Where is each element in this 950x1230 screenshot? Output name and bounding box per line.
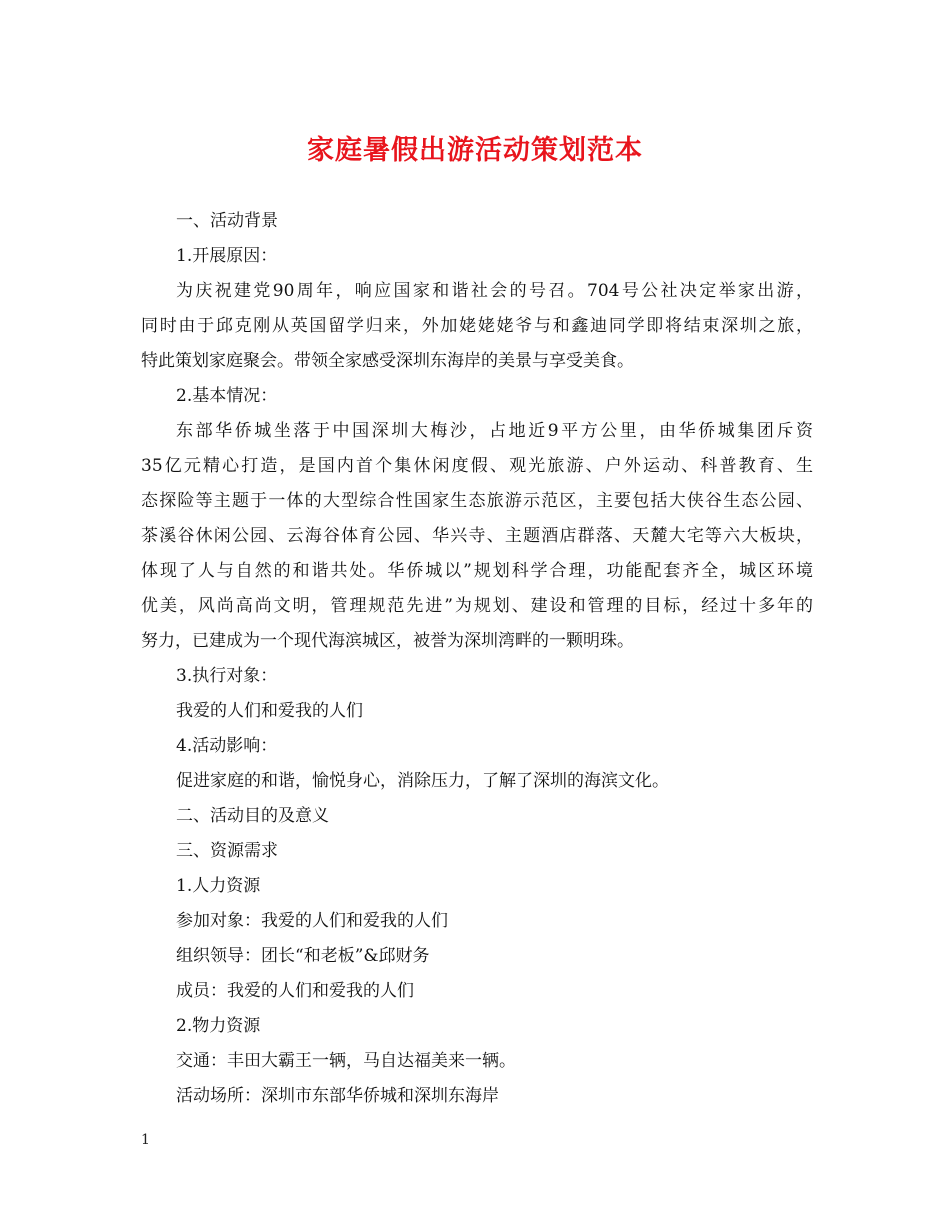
paragraph-line: 东部华侨城坐落于中国深圳大梅沙，占地近9平方公里，由华侨城集团斥资 xyxy=(176,421,813,441)
section-heading-background: 一、活动背景 xyxy=(176,211,278,231)
paragraph-line: 为庆祝建党90周年，响应国家和谐社会的号召。704号公社决定举家出游， xyxy=(176,281,813,301)
paragraph-line: 态探险等主题于一体的大型综合性国家生态旅游示范区，主要包括大侠谷生态公园、 xyxy=(141,491,813,511)
subheading-impact: 4.活动影响： xyxy=(176,736,278,756)
subheading-reason: 1.开展原因： xyxy=(176,246,278,266)
subheading-target: 3.执行对象： xyxy=(176,666,278,686)
subheading-basic-info: 2.基本情况： xyxy=(176,386,278,406)
section-heading-resources: 三、资源需求 xyxy=(176,841,278,861)
paragraph-line: 我爱的人们和爱我的人们 xyxy=(176,701,363,721)
page-number: 1 xyxy=(141,1132,150,1148)
subheading-material-resources: 2.物力资源 xyxy=(176,1016,261,1036)
document-title: 家庭暑假出游活动策划范本 xyxy=(307,135,643,166)
paragraph-line: 活动场所：深圳市东部华侨城和深圳东海岸 xyxy=(176,1086,499,1106)
paragraph-line: 成员：我爱的人们和爱我的人们 xyxy=(176,981,414,1001)
paragraph-line: 促进家庭的和谐，愉悦身心，消除压力，了解了深圳的海滨文化。 xyxy=(176,771,669,791)
subheading-human-resources: 1.人力资源 xyxy=(176,876,261,896)
paragraph-line: 优美，风尚高尚文明，管理规范先进”为规划、建设和管理的目标，经过十多年的 xyxy=(141,596,813,616)
paragraph-line: 35亿元精心打造，是国内首个集休闲度假、观光旅游、户外运动、科普教育、生 xyxy=(141,456,813,476)
paragraph-line: 努力，已建成为一个现代海滨城区，被誉为深圳湾畔的一颗明珠。 xyxy=(141,631,634,651)
paragraph-line: 茶溪谷休闲公园、云海谷体育公园、华兴寺、主题酒店群落、天麓大宅等六大板块， xyxy=(141,526,813,546)
paragraph-line: 体现了人与自然的和谐共处。华侨城以”规划科学合理，功能配套齐全，城区环境 xyxy=(141,561,813,581)
section-heading-purpose: 二、活动目的及意义 xyxy=(176,806,329,826)
paragraph-line: 参加对象：我爱的人们和爱我的人们 xyxy=(176,911,448,931)
paragraph-line: 特此策划家庭聚会。带领全家感受深圳东海岸的美景与享受美食。 xyxy=(141,351,634,371)
paragraph-line: 交通：丰田大霸王一辆，马自达福美来一辆。 xyxy=(176,1051,516,1071)
document-body xyxy=(141,204,813,1114)
paragraph-line: 同时由于邱克刚从英国留学归来，外加姥姥姥爷与和鑫迪同学即将结束深圳之旅， xyxy=(141,316,813,336)
paragraph-line: 组织领导：团长“和老板”&邱财务 xyxy=(176,946,430,966)
